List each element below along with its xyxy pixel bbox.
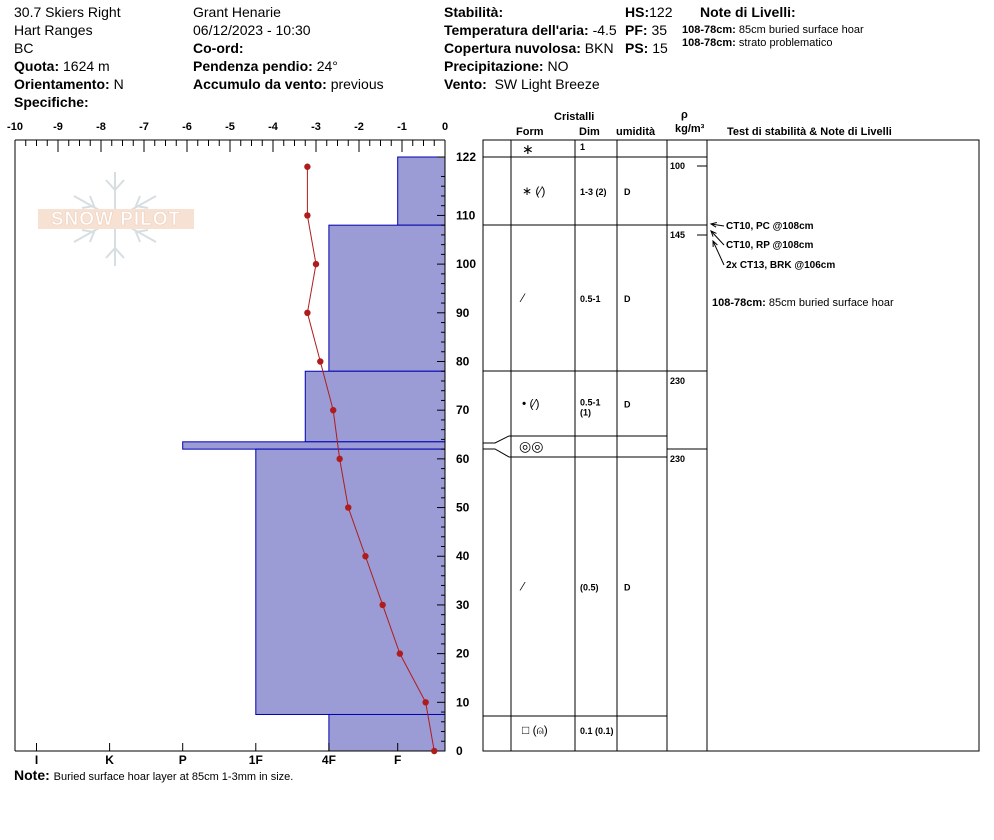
- height-tick-label: 50: [456, 500, 470, 515]
- temperature-tick-label: -6: [182, 121, 192, 133]
- hs-value: 122: [649, 4, 673, 20]
- hs-label: HS:: [625, 4, 650, 20]
- layer-table: [483, 140, 979, 751]
- cloud-label: Copertura nuvolosa:: [444, 40, 581, 56]
- stability-label: Stabilità:: [444, 4, 504, 20]
- height-tick-label: 100: [456, 257, 477, 272]
- slope-value: 24°: [316, 58, 338, 74]
- datetime: 06/12/2023 - 10:30: [193, 22, 311, 38]
- temperature-point: [330, 407, 336, 413]
- grain-form: □ (⍝): [522, 723, 548, 737]
- temperature-point: [304, 212, 310, 218]
- temperature-tick-label: -10: [7, 121, 23, 133]
- temperature-tick-label: -4: [268, 121, 278, 133]
- snowpilot-logo: [38, 172, 194, 266]
- height-tick-label: 20: [456, 646, 470, 661]
- precip-label: Precipitazione:: [444, 58, 544, 74]
- temperature-point: [362, 553, 368, 559]
- stability-test: CT10, RP @108cm: [726, 240, 814, 251]
- density-value: 145: [670, 230, 686, 240]
- location: 30.7 Skiers Right: [14, 4, 121, 20]
- density-value: 230: [670, 376, 686, 386]
- stability-test: 2x CT13, BRK @106cm: [726, 260, 836, 271]
- height-tick-label: 10: [456, 695, 470, 710]
- height-tick-label: 110: [456, 208, 476, 223]
- pf-label: PF:: [625, 22, 648, 38]
- wind-loading-label: Accumulo da vento:: [193, 76, 327, 92]
- moisture-value: D: [624, 294, 631, 304]
- hardness-bar: [256, 449, 445, 714]
- elevation-label: Quota:: [14, 58, 60, 74]
- hardness-bar: [329, 225, 445, 371]
- moisture-value: D: [624, 187, 631, 197]
- moisture-value: D: [624, 399, 631, 410]
- density-value: 100: [670, 161, 686, 171]
- hardness-bar: [329, 714, 445, 751]
- air-temp-value: -4.5: [592, 22, 617, 38]
- hardness-label: 1F: [248, 753, 263, 767]
- specifics-label: Specifiche:: [14, 94, 89, 110]
- province: BC: [14, 40, 34, 56]
- grain-form: ⁄: [522, 291, 525, 305]
- height-tick-label: 80: [456, 354, 470, 369]
- grain-form: ◎◎: [519, 438, 544, 454]
- temperature-tick-label: -8: [96, 121, 106, 133]
- height-tick-label: 30: [456, 597, 470, 612]
- hardness-bar: [183, 442, 445, 449]
- grain-form: ∗ (⁄): [522, 184, 546, 198]
- wind-label: Vento:: [444, 76, 487, 92]
- elevation-value: 1624 m: [63, 58, 110, 74]
- layer-notes-title: Note di Livelli:: [700, 4, 796, 20]
- temperature-point: [304, 164, 310, 170]
- dim-header: Dim: [579, 126, 600, 138]
- temperature-point: [313, 261, 319, 267]
- grain-form: ∗: [522, 141, 534, 157]
- hardness-label: I: [34, 753, 39, 767]
- temperature-tick-label: -5: [225, 121, 235, 133]
- test-pointer: [713, 241, 724, 265]
- range: Hart Ranges: [14, 22, 93, 38]
- note-text: Buried surface hoar layer at 85cm 1-3mm in size.: [53, 771, 294, 783]
- temperature-point: [422, 699, 428, 705]
- temperature-tick-label: -9: [53, 121, 63, 133]
- temperature-point: [379, 602, 385, 608]
- grain-size: 1-3 (2): [580, 187, 607, 197]
- aspect-label: Orientamento:: [14, 76, 110, 92]
- temperature-tick-label: 0: [441, 121, 449, 133]
- density-value: 230: [670, 454, 686, 464]
- grain-size: 0.1 (0.1): [580, 726, 614, 736]
- crystals-header: Cristalli: [554, 111, 595, 123]
- layer-connector: [483, 436, 511, 443]
- slope-label: Pendenza pendio:: [193, 58, 313, 74]
- rho-header: ρ: [681, 109, 688, 121]
- ps-value: 15: [652, 40, 668, 56]
- layer-note-range: 108-78cm:: [712, 297, 766, 309]
- cloud-value: BKN: [584, 40, 614, 56]
- height-tick-label: 0: [456, 744, 463, 758]
- moisture-value: D: [624, 582, 631, 593]
- temperature-tick-label: -7: [139, 121, 149, 133]
- moisture-header: umidità: [616, 126, 656, 138]
- temperature-tick-label: -2: [354, 121, 364, 133]
- observer: Grant Henarie: [193, 4, 281, 20]
- temperature-tick-label: -3: [311, 121, 321, 133]
- tests-header: Test di stabilità & Note di Livelli: [727, 126, 892, 138]
- hardness-bars: [183, 157, 445, 751]
- grain-size: 0.5-1: [580, 294, 601, 304]
- ps-label: PS:: [625, 40, 649, 56]
- layer-note-text: 85cm buried surface hoar: [768, 297, 894, 309]
- wind-loading-value: previous: [330, 76, 384, 92]
- hardness-label: F: [394, 753, 402, 767]
- height-tick-label: 90: [456, 305, 470, 320]
- temperature-point: [317, 358, 323, 364]
- temperature-point: [397, 650, 403, 656]
- layer-note-range: 108-78cm:: [682, 37, 736, 49]
- coord-label: Co-ord:: [193, 40, 244, 56]
- temperature-point: [431, 748, 437, 754]
- layer-connector: [483, 449, 511, 457]
- logo-text: SNOW PILOT: [50, 209, 182, 230]
- pf-value: 35: [651, 22, 668, 38]
- wind-value: SW Light Breeze: [494, 76, 600, 92]
- stability-test: CT10, PC @108cm: [726, 221, 814, 232]
- hardness-label: K: [105, 753, 114, 767]
- layer-note-text: strato problematico: [738, 37, 833, 49]
- temperature-point: [304, 310, 310, 316]
- grain-size: (1): [580, 407, 591, 418]
- grain-size: 0.5-1: [580, 397, 601, 408]
- layer-note-range: 108-78cm:: [682, 24, 736, 36]
- height-tick-label: 60: [456, 451, 470, 466]
- grain-form: ⁄: [522, 579, 525, 594]
- density-unit-header: kg/m³: [675, 123, 705, 135]
- table-frame: [483, 140, 979, 751]
- precip-value: NO: [547, 58, 569, 74]
- grain-size: 1: [580, 142, 586, 152]
- layer-note-text: 85cm buried surface hoar: [738, 24, 864, 36]
- hardness-label: 4F: [321, 753, 336, 767]
- height-tick-label: 122: [456, 150, 477, 164]
- grain-size: (0.5): [580, 582, 599, 593]
- air-temp-label: Temperatura dell'aria:: [444, 22, 589, 38]
- temperature-axis: [7, 121, 448, 152]
- aspect-value: N: [113, 76, 124, 92]
- hardness-label: P: [178, 753, 187, 767]
- height-tick-label: 70: [456, 403, 470, 418]
- temperature-point: [336, 456, 342, 462]
- height-tick-label: 40: [456, 549, 470, 564]
- form-header: Form: [516, 126, 544, 138]
- note-label: Note:: [14, 767, 50, 783]
- temperature-point: [345, 504, 351, 510]
- hardness-bar: [305, 371, 445, 442]
- temperature-tick-label: -1: [397, 121, 407, 133]
- grain-form: • (⁄): [522, 396, 540, 411]
